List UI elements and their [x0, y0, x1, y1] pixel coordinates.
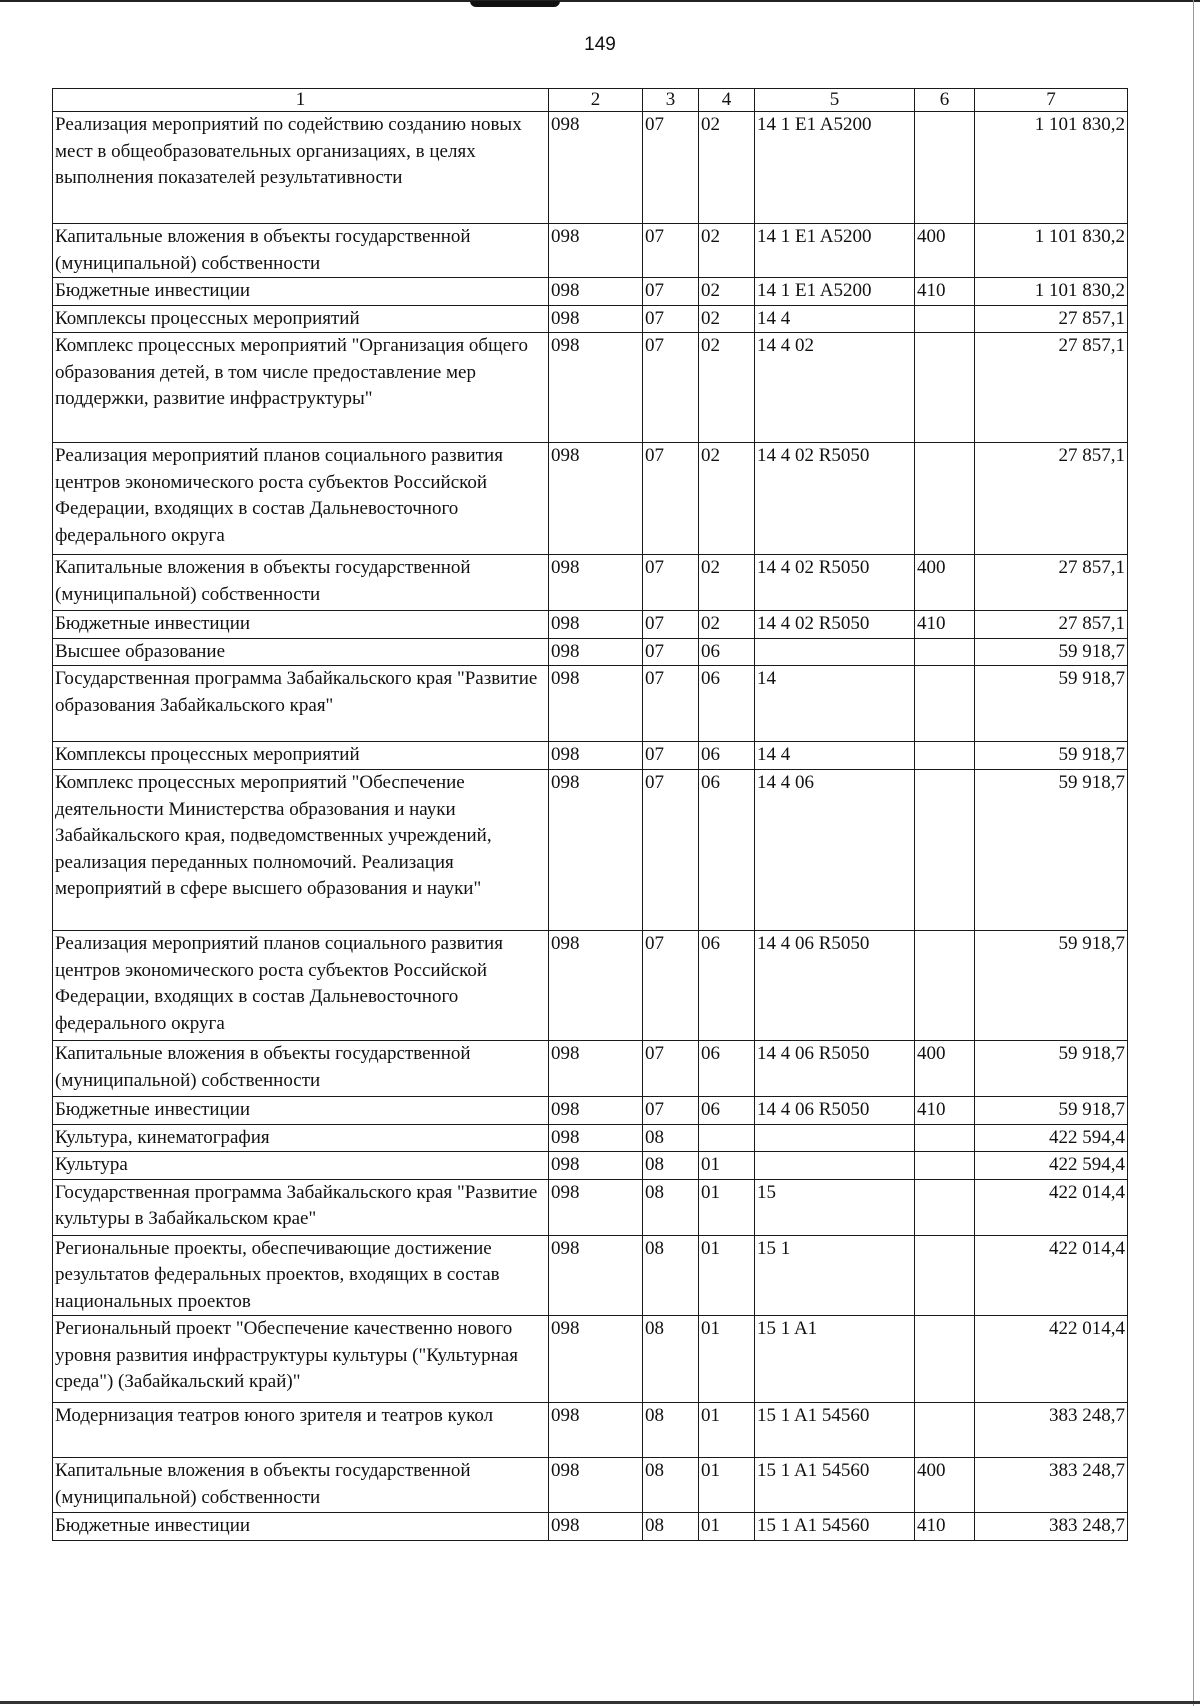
amount-cell: 59 918,7 [975, 638, 1128, 666]
table-header-row [53, 89, 1128, 112]
section-code-cell: 08 [643, 1458, 699, 1513]
ministry-code-cell: 098 [549, 333, 643, 443]
subsection-code-cell: 02 [699, 305, 755, 333]
subsection-code-cell: 06 [699, 770, 755, 931]
ministry-code-cell: 098 [549, 305, 643, 333]
subsection-code-cell: 02 [699, 278, 755, 306]
section-code-cell: 07 [643, 333, 699, 443]
ministry-code-cell: 098 [549, 443, 643, 555]
expense-kind-cell: 400 [915, 224, 975, 278]
ministry-code-cell: 098 [549, 112, 643, 224]
subsection-code-cell: 01 [699, 1403, 755, 1458]
expense-kind-cell [915, 333, 975, 443]
expense-kind-cell: 410 [915, 611, 975, 639]
table-row [53, 770, 1128, 931]
name-cell: Высшее образование [53, 638, 549, 666]
subsection-code-cell: 06 [699, 931, 755, 1041]
expense-kind-cell: 400 [915, 1041, 975, 1097]
section-code-cell: 07 [643, 224, 699, 278]
ministry-code-cell: 098 [549, 666, 643, 742]
subsection-code-cell: 01 [699, 1235, 755, 1316]
name-cell: Реализация мероприятий планов социального развития центров экономического роста субъектов Российской Федерации, входящих в состав Дальневосточного федерального округа [53, 443, 549, 555]
amount-cell: 27 857,1 [975, 305, 1128, 333]
section-code-cell: 07 [643, 1097, 699, 1125]
table-row [53, 112, 1128, 224]
section-code-cell: 08 [643, 1179, 699, 1235]
table-row [53, 1097, 1128, 1125]
ministry-code-cell: 098 [549, 770, 643, 931]
table-row [53, 638, 1128, 666]
amount-cell: 1 101 830,2 [975, 224, 1128, 278]
subsection-code-cell: 06 [699, 1097, 755, 1125]
expense-kind-cell [915, 1403, 975, 1458]
header-cell-6: 6 [915, 89, 975, 112]
target-article-cell: 14 4 02 [755, 333, 915, 443]
name-cell: Комплексы процессных мероприятий [53, 742, 549, 770]
table-row [53, 224, 1128, 278]
target-article-cell: 14 4 02 R5050 [755, 555, 915, 611]
expense-kind-cell [915, 638, 975, 666]
ministry-code-cell: 098 [549, 931, 643, 1041]
amount-cell: 27 857,1 [975, 443, 1128, 555]
table-row [53, 1458, 1128, 1513]
ministry-code-cell: 098 [549, 1152, 643, 1180]
amount-cell: 59 918,7 [975, 1097, 1128, 1125]
name-cell: Реализация мероприятий планов социального развития центров экономического роста субъектов Российской Федерации, входящих в состав Дальневосточного федерального округа [53, 931, 549, 1041]
section-code-cell: 08 [643, 1403, 699, 1458]
name-cell: Региональный проект "Обеспечение качественно нового уровня развития инфраструктуры культуры ("Культурная среда") (Забайкальский край)" [53, 1316, 549, 1403]
expense-kind-cell [915, 931, 975, 1041]
name-cell: Бюджетные инвестиции [53, 278, 549, 306]
ministry-code-cell: 098 [549, 1458, 643, 1513]
header-cell-4: 4 [699, 89, 755, 112]
subsection-code-cell: 01 [699, 1513, 755, 1541]
section-code-cell: 07 [643, 555, 699, 611]
section-code-cell: 08 [643, 1235, 699, 1316]
subsection-code-cell: 01 [699, 1458, 755, 1513]
amount-cell: 422 014,4 [975, 1235, 1128, 1316]
name-cell: Комплексы процессных мероприятий [53, 305, 549, 333]
name-cell: Капитальные вложения в объекты государственной (муниципальной) собственности [53, 555, 549, 611]
section-code-cell: 08 [643, 1316, 699, 1403]
page-number: 149 [584, 34, 616, 55]
expense-kind-cell [915, 305, 975, 333]
table-row [53, 931, 1128, 1041]
target-article-cell [755, 638, 915, 666]
table-row [53, 278, 1128, 306]
subsection-code-cell: 02 [699, 555, 755, 611]
amount-cell: 1 101 830,2 [975, 112, 1128, 224]
amount-cell: 383 248,7 [975, 1403, 1128, 1458]
subsection-code-cell: 02 [699, 333, 755, 443]
section-code-cell: 08 [643, 1152, 699, 1180]
subsection-code-cell: 06 [699, 1041, 755, 1097]
name-cell: Бюджетные инвестиции [53, 611, 549, 639]
target-article-cell: 14 1 E1 A5200 [755, 112, 915, 224]
section-code-cell: 07 [643, 112, 699, 224]
section-code-cell: 08 [643, 1513, 699, 1541]
target-article-cell: 15 [755, 1179, 915, 1235]
table-row [53, 333, 1128, 443]
ministry-code-cell: 098 [549, 278, 643, 306]
target-article-cell: 14 4 02 R5050 [755, 443, 915, 555]
target-article-cell: 15 1 A1 54560 [755, 1513, 915, 1541]
name-cell: Региональные проекты, обеспечивающие достижение результатов федеральных проектов, входящих в состав национальных проектов [53, 1235, 549, 1316]
subsection-code-cell: 06 [699, 666, 755, 742]
target-article-cell: 14 4 06 R5050 [755, 1041, 915, 1097]
section-code-cell: 07 [643, 611, 699, 639]
target-article-cell: 14 1 E1 A5200 [755, 278, 915, 306]
target-article-cell [755, 1152, 915, 1180]
amount-cell: 27 857,1 [975, 555, 1128, 611]
table-row [53, 666, 1128, 742]
amount-cell: 27 857,1 [975, 611, 1128, 639]
budget-table [52, 88, 1128, 1541]
subsection-code-cell: 02 [699, 443, 755, 555]
target-article-cell: 14 4 02 R5050 [755, 611, 915, 639]
ministry-code-cell: 098 [549, 1041, 643, 1097]
amount-cell: 59 918,7 [975, 666, 1128, 742]
expense-kind-cell [915, 1152, 975, 1180]
bottom-border-line [0, 1701, 1200, 1704]
section-code-cell: 07 [643, 742, 699, 770]
expense-kind-cell [915, 666, 975, 742]
target-article-cell [755, 1124, 915, 1152]
ministry-code-cell: 098 [549, 1316, 643, 1403]
section-code-cell: 07 [643, 278, 699, 306]
section-code-cell: 07 [643, 770, 699, 931]
amount-cell: 59 918,7 [975, 1041, 1128, 1097]
name-cell: Капитальные вложения в объекты государственной (муниципальной) собственности [53, 1041, 549, 1097]
amount-cell: 422 014,4 [975, 1179, 1128, 1235]
subsection-code-cell: 02 [699, 112, 755, 224]
expense-kind-cell [915, 1124, 975, 1152]
ministry-code-cell: 098 [549, 224, 643, 278]
target-article-cell: 15 1 A1 54560 [755, 1458, 915, 1513]
name-cell: Бюджетные инвестиции [53, 1097, 549, 1125]
expense-kind-cell: 400 [915, 1458, 975, 1513]
expense-kind-cell [915, 1179, 975, 1235]
table-row [53, 305, 1128, 333]
name-cell: Культура, кинематография [53, 1124, 549, 1152]
header-cell-7: 7 [975, 89, 1128, 112]
header-cell-5: 5 [755, 89, 915, 112]
top-border-line [0, 0, 1200, 2]
target-article-cell: 15 1 [755, 1235, 915, 1316]
expense-kind-cell [915, 112, 975, 224]
section-code-cell: 07 [643, 666, 699, 742]
table-row [53, 1179, 1128, 1235]
header-cell-1: 1 [53, 89, 549, 112]
table-row [53, 1403, 1128, 1458]
subsection-code-cell: 06 [699, 638, 755, 666]
ministry-code-cell: 098 [549, 555, 643, 611]
expense-kind-cell: 410 [915, 278, 975, 306]
section-code-cell: 07 [643, 305, 699, 333]
target-article-cell: 14 4 06 R5050 [755, 1097, 915, 1125]
table-row [53, 555, 1128, 611]
expense-kind-cell: 410 [915, 1097, 975, 1125]
name-cell: Реализация мероприятий по содействию созданию новых мест в общеобразовательных организациях, в целях выполнения показателей результативности [53, 112, 549, 224]
table-row [53, 1124, 1128, 1152]
ministry-code-cell: 098 [549, 611, 643, 639]
ministry-code-cell: 098 [549, 742, 643, 770]
amount-cell: 59 918,7 [975, 742, 1128, 770]
table-row [53, 1235, 1128, 1316]
name-cell: Государственная программа Забайкальского края "Развитие культуры в Забайкальском крае" [53, 1179, 549, 1235]
expense-kind-cell [915, 1235, 975, 1316]
section-code-cell: 07 [643, 443, 699, 555]
target-article-cell: 14 [755, 666, 915, 742]
ministry-code-cell: 098 [549, 1235, 643, 1316]
table-row [53, 1513, 1128, 1541]
ministry-code-cell: 098 [549, 1403, 643, 1458]
name-cell: Государственная программа Забайкальского края "Развитие образования Забайкальского края" [53, 666, 549, 742]
section-code-cell: 07 [643, 1041, 699, 1097]
expense-kind-cell: 410 [915, 1513, 975, 1541]
target-article-cell: 15 1 A1 [755, 1316, 915, 1403]
subsection-code-cell: 02 [699, 224, 755, 278]
name-cell: Бюджетные инвестиции [53, 1513, 549, 1541]
name-cell: Капитальные вложения в объекты государственной (муниципальной) собственности [53, 224, 549, 278]
table-row [53, 611, 1128, 639]
subsection-code-cell: 02 [699, 611, 755, 639]
subsection-code-cell: 01 [699, 1152, 755, 1180]
table-row [53, 1041, 1128, 1097]
expense-kind-cell: 400 [915, 555, 975, 611]
amount-cell: 422 594,4 [975, 1152, 1128, 1180]
table-row [53, 1316, 1128, 1403]
amount-cell: 1 101 830,2 [975, 278, 1128, 306]
target-article-cell: 14 4 [755, 305, 915, 333]
target-article-cell: 14 4 06 R5050 [755, 931, 915, 1041]
ministry-code-cell: 098 [549, 1513, 643, 1541]
section-code-cell: 07 [643, 931, 699, 1041]
amount-cell: 422 594,4 [975, 1124, 1128, 1152]
section-code-cell: 08 [643, 1124, 699, 1152]
section-code-cell: 07 [643, 638, 699, 666]
name-cell: Капитальные вложения в объекты государственной (муниципальной) собственности [53, 1458, 549, 1513]
name-cell: Модернизация театров юного зрителя и театров кукол [53, 1403, 549, 1458]
ministry-code-cell: 098 [549, 638, 643, 666]
expense-kind-cell [915, 1316, 975, 1403]
expense-kind-cell [915, 742, 975, 770]
name-cell: Комплекс процессных мероприятий "Организация общего образования детей, в том числе предоставление мер поддержки, развитие инфраструктуры" [53, 333, 549, 443]
subsection-code-cell: 06 [699, 742, 755, 770]
table-row [53, 1152, 1128, 1180]
amount-cell: 383 248,7 [975, 1513, 1128, 1541]
amount-cell: 383 248,7 [975, 1458, 1128, 1513]
subsection-code-cell: 01 [699, 1316, 755, 1403]
amount-cell: 422 014,4 [975, 1316, 1128, 1403]
name-cell: Культура [53, 1152, 549, 1180]
header-cell-2: 2 [549, 89, 643, 112]
amount-cell: 59 918,7 [975, 770, 1128, 931]
right-border-line [1193, 0, 1194, 1706]
amount-cell: 59 918,7 [975, 931, 1128, 1041]
table-row [53, 443, 1128, 555]
subsection-code-cell: 01 [699, 1179, 755, 1235]
ministry-code-cell: 098 [549, 1179, 643, 1235]
ministry-code-cell: 098 [549, 1097, 643, 1125]
expense-kind-cell [915, 770, 975, 931]
target-article-cell: 14 1 E1 A5200 [755, 224, 915, 278]
amount-cell: 27 857,1 [975, 333, 1128, 443]
expense-kind-cell [915, 443, 975, 555]
header-cell-3: 3 [643, 89, 699, 112]
target-article-cell: 14 4 06 [755, 770, 915, 931]
table-row [53, 742, 1128, 770]
subsection-code-cell [699, 1124, 755, 1152]
target-article-cell: 15 1 A1 54560 [755, 1403, 915, 1458]
name-cell: Комплекс процессных мероприятий "Обеспечение деятельности Министерства образования и науки Забайкальского края, подведомственных учреждений, реализация переданных полномочий. Реализация мероприятий в сфере высшего образования и науки" [53, 770, 549, 931]
ministry-code-cell: 098 [549, 1124, 643, 1152]
target-article-cell: 14 4 [755, 742, 915, 770]
scan-mark [470, 1, 560, 7]
